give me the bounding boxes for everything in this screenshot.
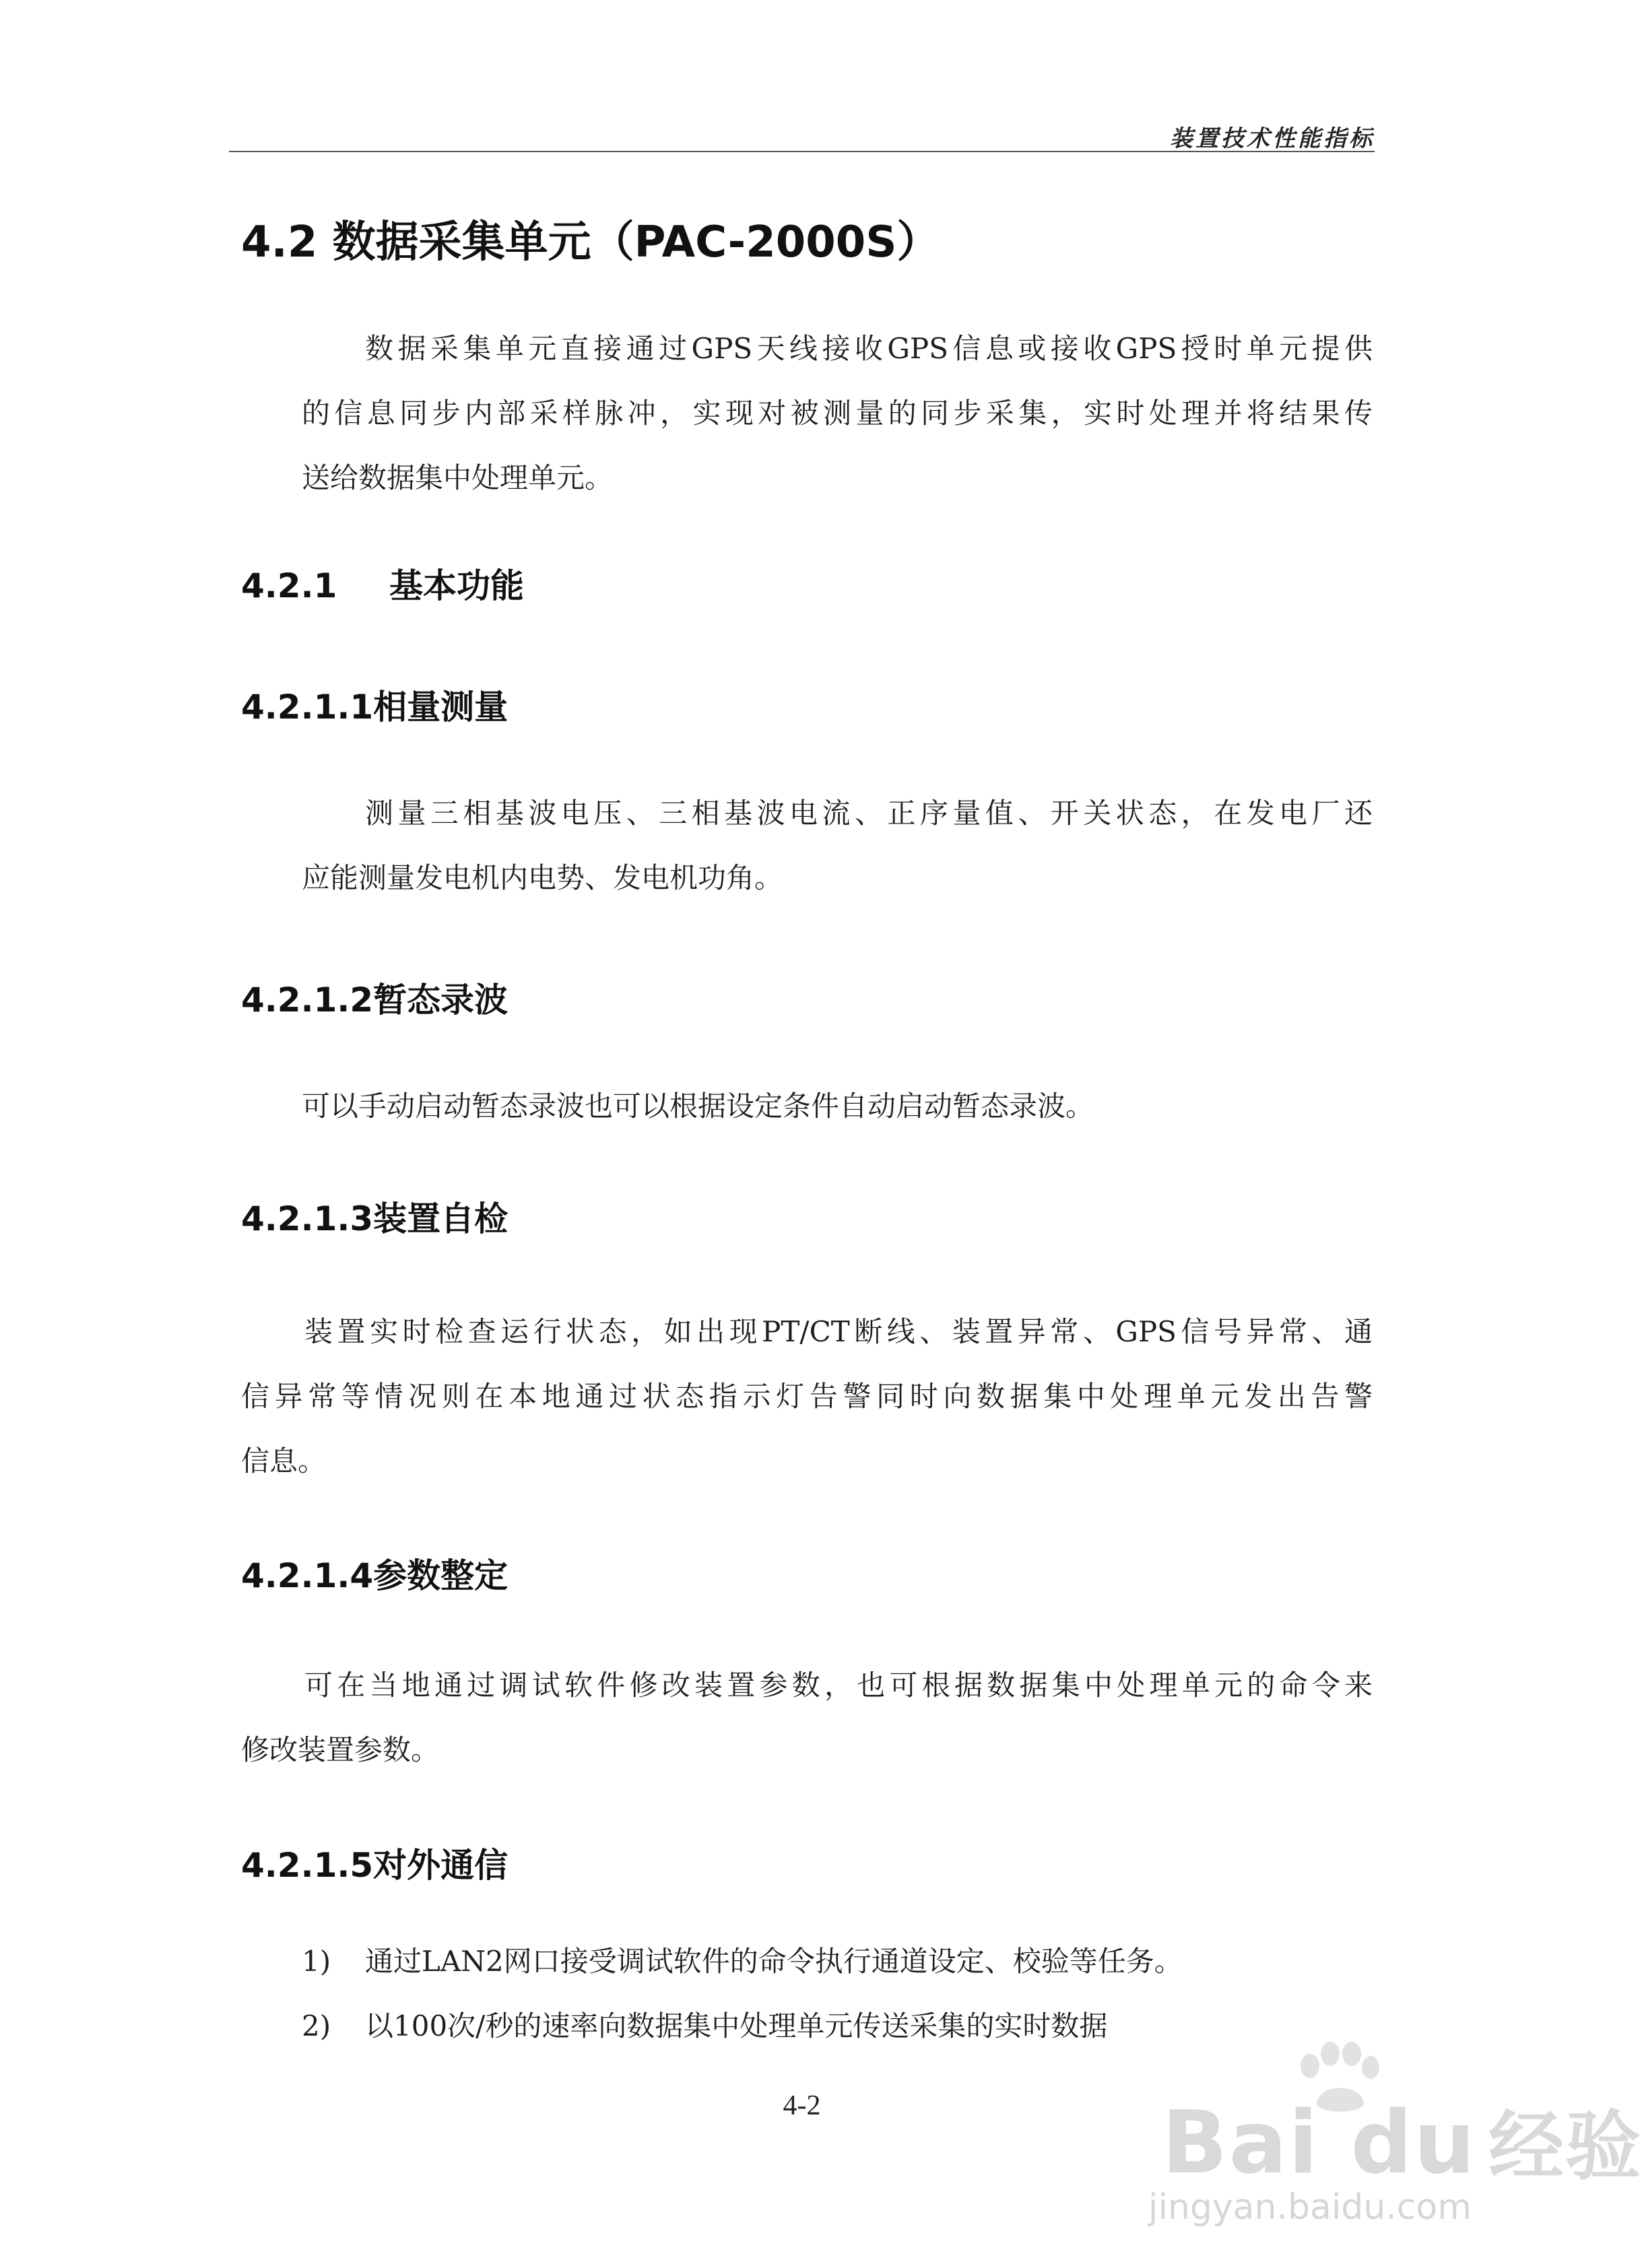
list-text: 以100次/秒的速率向数据集中处理单元传送采集的实时数据 — [365, 2009, 1108, 2042]
item-heading-transient: 4.2.1.2暂态录波 — [241, 980, 508, 1020]
section-intro — [302, 316, 1373, 510]
subsection-number: 4.2.1 — [241, 566, 337, 605]
baidu-watermark — [1121, 2039, 1642, 2234]
item-body-params — [241, 1653, 1373, 1782]
item-body-selfcheck — [241, 1300, 1373, 1494]
intro-line: 的信息同步内部采样脉冲，实现对被测量的同步采集，实时处理并将结果传 — [302, 397, 1373, 430]
item-heading-phasor: 4.2.1.1相量测量 — [241, 688, 508, 727]
list-text: 通过LAN2网口接受调试软件的命令执行通道设定、校验等任务。 — [365, 1945, 1183, 1978]
list-marker: 1) — [302, 1945, 331, 1978]
body-line: 修改装置参数。 — [241, 1733, 440, 1766]
watermark-logo-suffix: 经验 — [1488, 2103, 1642, 2191]
body-line: 装置实时检查运行状态，如出现PT/CT断线、装置异常、GPS信号异常、通 — [304, 1315, 1373, 1348]
watermark-url: jingyan.baidu.com — [1148, 2187, 1472, 2228]
list-marker: 2) — [302, 2009, 331, 2042]
subsection-heading — [241, 559, 524, 607]
item-heading-comms: 4.2.1.5对外通信 — [241, 1846, 508, 1885]
body-line: 信息。 — [241, 1444, 327, 1477]
body-line: 可在当地通过调试软件修改装置参数，也可根据数据集中处理单元的命令来 — [304, 1669, 1373, 1702]
intro-line: 送给数据集中处理单元。 — [302, 461, 614, 494]
body-line: 信异常等情况则在本地通过状态指示灯告警同时向数据集中处理单元发出告警 — [241, 1380, 1373, 1413]
intro-line: 数据采集单元直接通过GPS天线接收GPS信息或接收GPS授时单元提供 — [365, 332, 1373, 365]
header-rule — [229, 151, 1375, 152]
list-item — [302, 2004, 1107, 2044]
page-number: 4-2 — [783, 2090, 821, 2121]
list-item — [302, 1939, 1183, 1980]
watermark-logo — [1162, 2086, 1642, 2195]
running-header: 装置技术性能指标 — [1170, 125, 1375, 152]
item-heading-selfcheck: 4.2.1.3装置自检 — [241, 1199, 508, 1238]
subsection-title: 基本功能 — [389, 566, 524, 605]
body-line: 可以手动启动暂态录波也可以根据设定条件自动启动暂态录波。 — [302, 1090, 1094, 1123]
item-heading-params: 4.2.1.4参数整定 — [241, 1556, 508, 1595]
body-line: 应能测量发电机内电势、发电机功角。 — [302, 861, 783, 894]
section-title: 4.2 数据采集单元（PAC-2000S） — [241, 218, 940, 267]
item-body-transient — [302, 1074, 1373, 1139]
watermark-logo-text: Bai du — [1162, 2093, 1477, 2193]
item-body-phasor — [302, 781, 1373, 910]
body-line: 测量三相基波电压、三相基波电流、正序量值、开关状态，在发电厂还 — [365, 797, 1373, 830]
